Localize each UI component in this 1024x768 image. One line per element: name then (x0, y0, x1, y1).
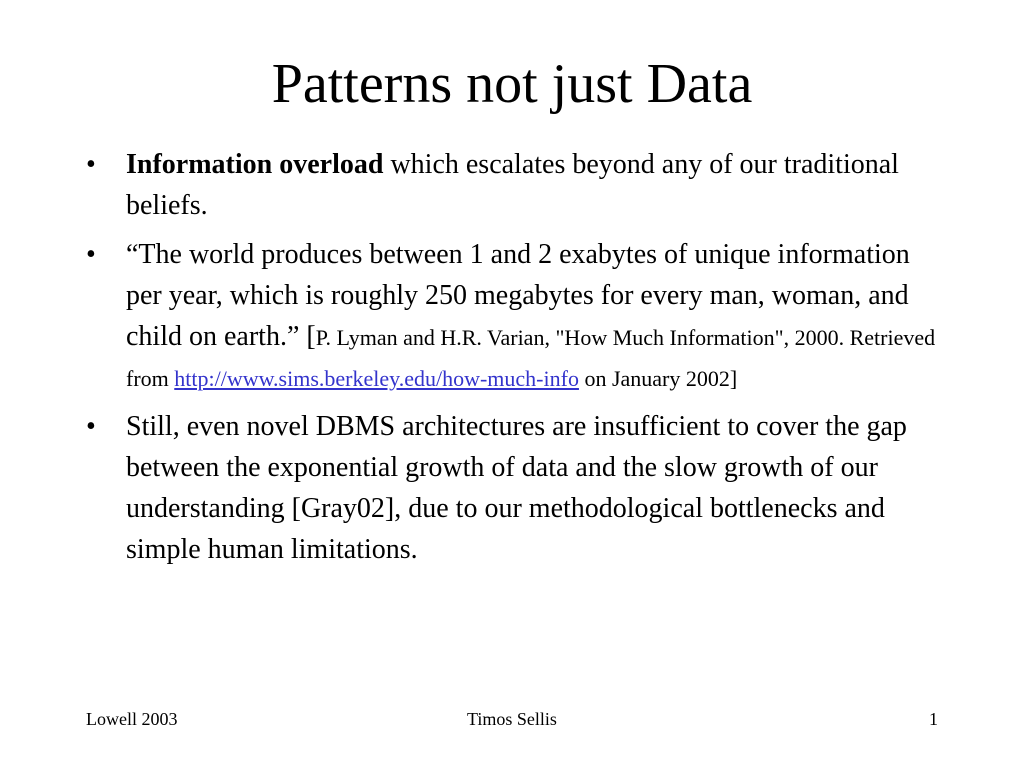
bullet-item-exabytes-quote (82, 234, 942, 398)
bullet-marker: • (86, 411, 96, 442)
bullet-text: which escalates beyond any of our traditional beliefs. (126, 149, 899, 221)
bullet-text: Still, even novel DBMS architectures are insufficient to cover the gap between the exponential growth of data and the slow growth of our understanding [Gray02], due to our methodological bottlenecks and simple human limitations. (126, 411, 907, 565)
footer-author: Timos Sellis (467, 709, 557, 729)
footer-page-number: 1 (929, 709, 938, 729)
bullet-list (82, 144, 942, 570)
citation-text: P. Lyman and H.R. Varian, "How Much Information", 2000. Retrieved from (126, 325, 936, 391)
bullet-item-dbms-gap (82, 406, 942, 570)
bullet-quote: “The world produces between 1 and 2 exabytes of unique information per year, which is roughly 250 megabytes for every man, woman, and child on earth.” [ (126, 239, 910, 352)
footer-venue: Lowell 2003 (86, 709, 178, 729)
bullet-marker: • (86, 239, 96, 270)
citation-tail: on January 2002] (578, 366, 738, 391)
bullet-item-information-overload (82, 144, 942, 226)
bullet-marker: • (86, 149, 96, 180)
slide-title: Patterns not just Data (271, 53, 753, 115)
bullet-emphasis: Information overload (126, 149, 384, 180)
citation-link[interactable]: http://www.sims.berkeley.edu/how-much-info (174, 366, 579, 391)
